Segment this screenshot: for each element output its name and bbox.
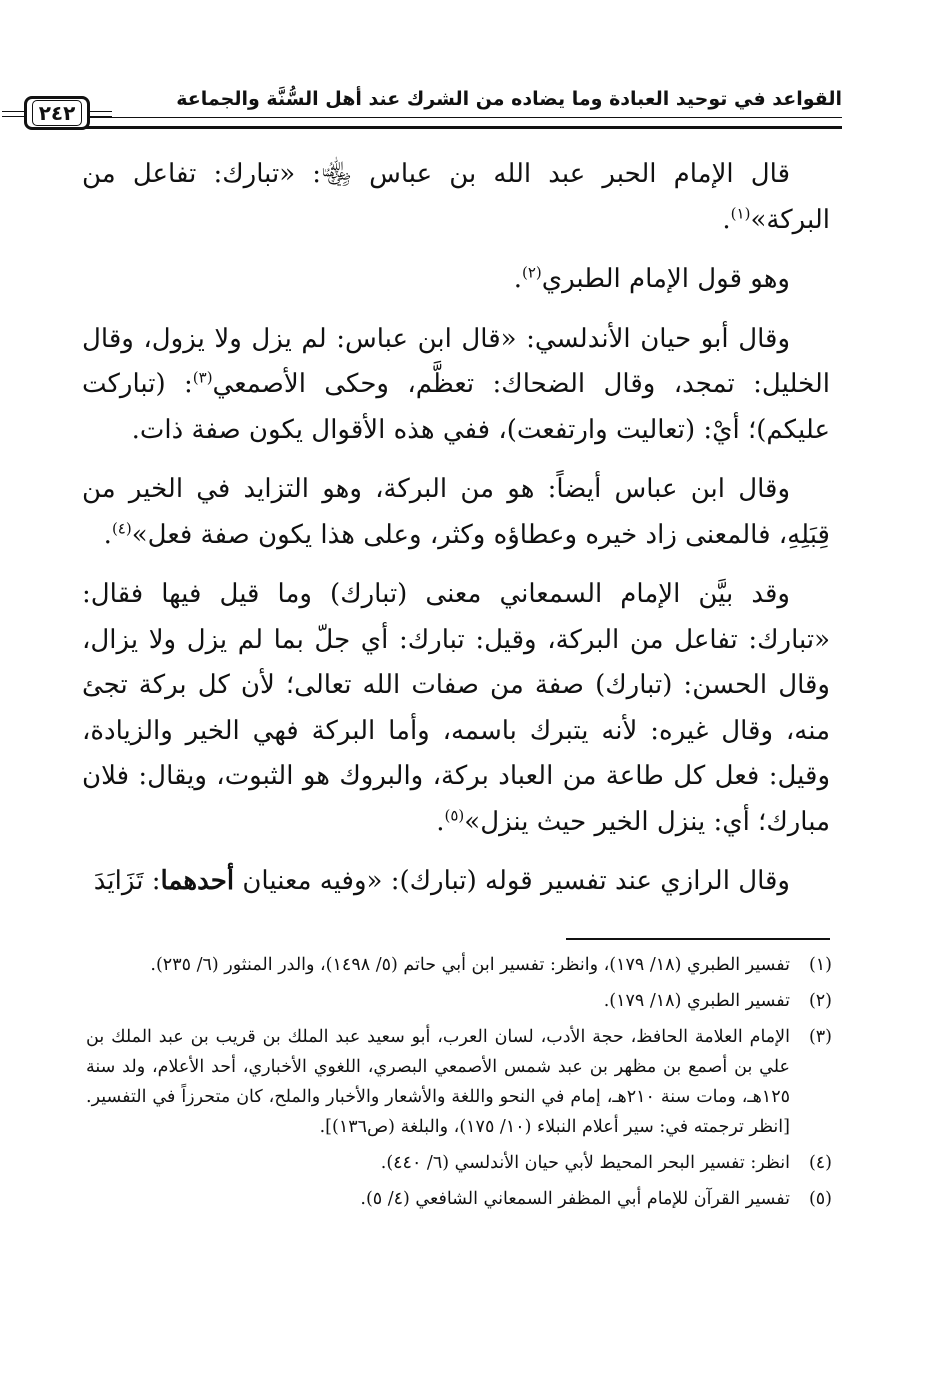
footnote-number: (١) <box>808 955 832 975</box>
footnote-number: (٤) <box>808 1153 832 1173</box>
footnote-3 <box>86 1022 832 1142</box>
header-rule <box>82 117 842 129</box>
page-number-ornament-left <box>2 111 24 117</box>
footnote-5 <box>86 1184 832 1214</box>
paragraph-3: وقال أبو حيان الأندلسي: «قال ابن عباس: لم يزل ولا يزول، وقال الخليل: تمجد، وقال الضحاك: تعظَّم، وحكى الأصمعي$^{(٣)}$: (تباركت عليكم)؛ أيْ: (تعاليت وارتفعت)، ففي هذه الأقوال يكون صفة ذات. <box>82 323 830 445</box>
paragraph-5: وقد بيَّن الإمام السمعاني معنى (تبارك) وما قيل فيها فقال: «تبارك: تفاعل من البركة، وقيل: تبارك: أي جلّ بما لم يزل ولا يزال، وقال الحسن: (تبارك) صفة من صفات الله تعالى؛ لأن كل بركة تجئ منه، وقال غيره: لأنه يتبرك باسمه، وأما البركة فهي الخير والزيادة، وقيل: فعل كل طاعة من العباد بركة، والبروك هو الثبوت، ويقال: فلان مبارك؛ أي: ينزل الخير حيث ينزل»$^{(٥)}$. <box>82 579 830 837</box>
page-number-box <box>2 96 112 134</box>
footnote-text: انظر: تفسير البحر المحيط لأبي حيان الأندلسي (٦/ ٤٤٠). <box>380 1153 790 1173</box>
footnote-text: الإمام العلامة الحافظ، حجة الأدب، لسان العرب، أبو سعيد عبد الملك بن قريب بن عبد الملك بن علي بن أصمع بن مظهر بن عبد شمس الأصمعي البصري، اللغوي الأخباري، أحد الأعلام، ولد سنة ١٢٥هـ، ومات سنة ٢١٠هـ، إمام في النحو واللغة والأشعار والأخبار والملح، كان متحرزاً في التفسير. [انظر ترجمته في: سير أعلام النبلاء (١٠/ ١٧٥)، والبلغة (ص١٣٦)]. <box>86 1027 790 1137</box>
footnote-text: تفسير الطبري (١٨/ ١٧٩)، وانظر: تفسير ابن أبي حاتم (٥/ ١٤٩٨)، والدر المنثور (٦/ ٢٣٥). <box>150 955 790 975</box>
main-text <box>82 152 830 919</box>
paragraph-6: وقال الرازي عند تفسير قوله (تبارك): «وفيه معنيان أحدهما: تَزَايَدَ <box>93 866 790 896</box>
header-title: القواعد في توحيد العبادة وما يضاده من الشرك عند أهل السُّنَّة والجماعة <box>176 88 842 110</box>
paragraph-1: قال الإمام الحبر عبد الله بن عباس ﵄: «تبارك: تفاعل من البركة»$^{(١)}$. <box>82 159 830 235</box>
page-number-ornament-right <box>90 111 112 117</box>
footnote-4 <box>86 1148 832 1178</box>
footnote-1 <box>86 950 832 980</box>
footnote-ref-1: (١) <box>730 203 751 222</box>
page-number-frame <box>24 96 90 130</box>
footnote-separator <box>566 938 830 940</box>
running-header <box>38 78 842 142</box>
footnote-2 <box>86 986 832 1016</box>
footnote-number: (٢) <box>808 991 832 1011</box>
footnote-text: تفسير القرآن للإمام أبي المظفر السمعاني الشافعي (٤/ ٥). <box>360 1189 790 1209</box>
bold-term: أحدهما <box>160 866 235 896</box>
footnote-number: (٣) <box>808 1027 832 1047</box>
footnotes <box>86 950 832 1220</box>
footnote-ref-2: (٢) <box>521 263 542 282</box>
footnote-ref-4: (٤) <box>111 518 132 537</box>
footnote-number: (٥) <box>808 1189 832 1209</box>
paragraph-2: وهو قول الإمام الطبري$^{(٢)}$. <box>513 263 790 294</box>
footnote-text: تفسير الطبري (١٨/ ١٧٩). <box>603 991 790 1011</box>
paragraph-4: وقال ابن عباس أيضاً: هو من البركة، وهو التزايد في الخير من قِبَلِهِ، فالمعنى زاد خيره وعطاؤه وكثر، وعلى هذا يكون صفة فعل»$^{(٤)}$. <box>82 474 830 550</box>
footnote-ref-3: (٣) <box>192 368 213 387</box>
footnote-ref-5: (٥) <box>444 805 465 824</box>
page-number: ٢٤٢ <box>32 100 83 126</box>
